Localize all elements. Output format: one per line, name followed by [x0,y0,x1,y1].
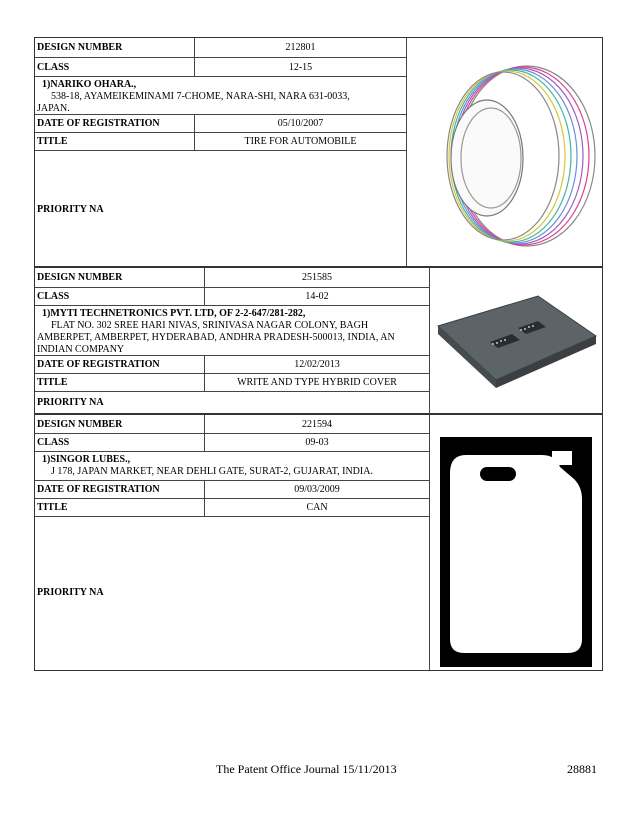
design-number-value: 212801 [195,38,407,58]
design-number-label: DESIGN NUMBER [35,415,205,434]
class-label: CLASS [35,58,195,77]
can-silhouette-icon [430,415,602,671]
applicant-address-line: J 178, JAPAN MARKET, NEAR DEHLI GATE, SURAT-2, GUJARAT, INDIA. [51,466,373,477]
design-number-label: DESIGN NUMBER [35,38,195,58]
class-label: CLASS [35,434,205,452]
design-image-tire [407,38,602,267]
class-value: 09-03 [205,434,430,452]
applicant-address-line: 538-18, AYAMEIKEMINAMI 7-CHOME, NARA-SHI, NARA 631-0033, [51,91,350,102]
cover-render-icon [430,268,602,414]
applicant-name: NARIKO OHARA., [50,79,137,90]
date-of-registration-value: 12/02/2013 [205,356,430,374]
applicant-cell [35,306,430,356]
design-number-value: 251585 [205,268,430,288]
design-number-label: DESIGN NUMBER [35,268,205,288]
applicant-address-line: JAPAN. [37,103,70,114]
applicant-address-line: FLAT NO. 302 SREE HARI NIVAS, SRINIVASA NAGAR COLONY, BAGH [51,320,369,331]
priority-text: PRIORITY NA [37,587,104,598]
journal-footer: The Patent Office Journal 15/11/2013 [216,762,397,776]
priority-text: PRIORITY NA [37,204,104,215]
applicant-cell [35,452,430,481]
title-label: TITLE [35,499,205,517]
priority-cell [35,151,407,267]
design-record-1 [34,37,603,267]
design-number-value: 221594 [205,415,430,434]
date-of-registration-label: DATE OF REGISTRATION [35,115,195,133]
applicant-address-line: INDIAN COMPANY [37,344,125,355]
class-value: 14-02 [205,288,430,306]
applicant-index: 1) [42,308,51,319]
date-of-registration-label: DATE OF REGISTRATION [35,481,205,499]
tire-drawing-icon [407,38,602,267]
title-value: TIRE FOR AUTOMOBILE [195,133,407,151]
title-label: TITLE [35,133,195,151]
priority-cell [35,392,430,414]
page-number: 28881 [567,762,597,776]
priority-cell [35,517,430,671]
applicant-index: 1) [42,79,51,90]
design-image-can [430,415,602,671]
date-of-registration-label: DATE OF REGISTRATION [35,356,205,374]
title-label: TITLE [35,374,205,392]
date-of-registration-value: 05/10/2007 [195,115,407,133]
class-label: CLASS [35,288,205,306]
applicant-address-line: AMBERPET, AMBERPET, HYDERABAD, ANDHRA PRADESH-500013, INDIA, AN [37,332,395,343]
date-of-registration-value: 09/03/2009 [205,481,430,499]
design-record-3 [34,414,603,671]
applicant-name: MYTI TECHNETRONICS PVT. LTD, OF 2-2-647/281-282, [50,308,306,319]
title-value: WRITE AND TYPE HYBRID COVER [205,374,430,392]
priority-text: PRIORITY NA [37,397,104,408]
title-value: CAN [205,499,430,517]
design-image-cover [430,268,602,414]
applicant-cell [35,77,407,115]
applicant-index: 1) [42,454,51,465]
class-value: 12-15 [195,58,407,77]
design-record-2 [34,267,603,414]
applicant-name: SINGOR LUBES., [50,454,131,465]
